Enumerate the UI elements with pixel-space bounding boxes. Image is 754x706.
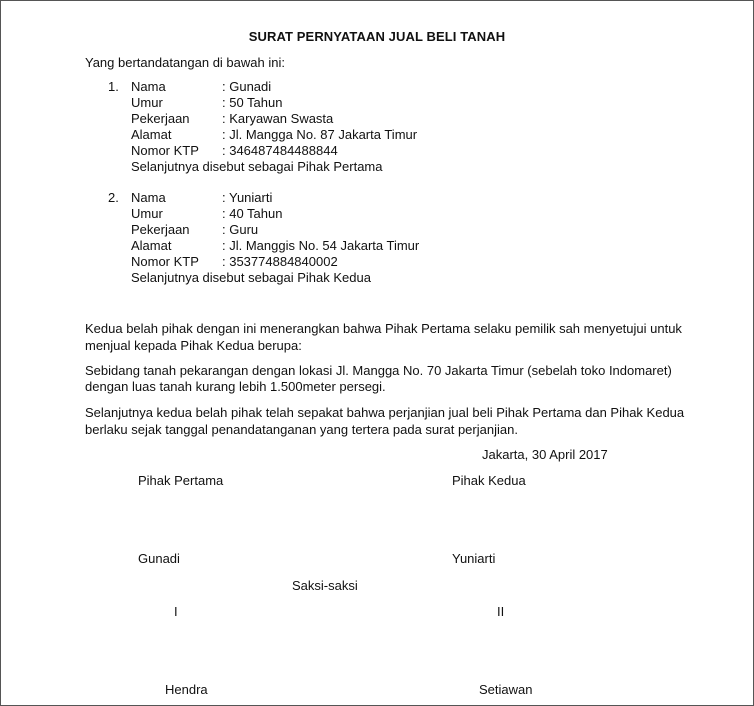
party-one-age-value: : 50 Tahun	[222, 95, 283, 110]
paragraph-agreement-line-1: Kedua belah pihak dengan ini menerangkan bahwa Pihak Pertama selaku pemilik sah menyetujui untuk	[85, 321, 682, 336]
party-one-age-label: Umur	[131, 95, 163, 110]
party-two-age-label: Umur	[131, 206, 163, 221]
party-two-ktp-value: : 353774884840002	[222, 254, 338, 269]
party-two-age-value: : 40 Tahun	[222, 206, 283, 221]
party-two-address-value: : Jl. Manggis No. 54 Jakarta Timur	[222, 238, 420, 253]
party-one-number: 1.	[108, 79, 119, 94]
paragraph-validity-line-1: Selanjutnya kedua belah pihak telah sepakat bahwa perjanjian jual beli Pihak Pertama dan Pihak Kedua	[85, 405, 685, 420]
party-two-number: 2.	[108, 190, 119, 205]
party-one-address-label: Alamat	[131, 127, 172, 142]
intro-text: Yang bertandatangan di bawah ini:	[85, 55, 285, 70]
party-one-designation: Selanjutnya disebut sebagai Pihak Pertama	[131, 159, 383, 174]
party-two-name-label: Nama	[131, 190, 166, 205]
paragraph-validity-line-2: berlaku sejak tanggal penandatanganan yang tertera pada surat perjanjian.	[85, 422, 518, 437]
second-party-name: Yuniarti	[452, 551, 496, 566]
party-one-ktp-value: : 346487484488844	[222, 143, 338, 158]
party-two-occupation-label: Pekerjaan	[131, 222, 190, 237]
place-date: Jakarta, 30 April 2017	[482, 447, 608, 462]
witness-one-name: Hendra	[165, 682, 208, 697]
party-one-name-label: Nama	[131, 79, 166, 94]
party-two-occupation-value: : Guru	[222, 222, 259, 237]
witness-one-numeral: I	[174, 604, 178, 619]
party-two-ktp-label: Nomor KTP	[131, 254, 199, 269]
witness-two-name: Setiawan	[479, 682, 533, 697]
party-one-occupation-value: : Karyawan Swasta	[222, 111, 334, 126]
first-party-name: Gunadi	[138, 551, 180, 566]
paragraph-agreement-line-2: menjual kepada Pihak Kedua berupa:	[85, 338, 302, 353]
paragraph-land-line-1: Sebidang tanah pekarangan dengan lokasi Jl. Mangga No. 70 Jakarta Timur (sebelah toko Indomaret)	[85, 363, 672, 378]
party-two-designation: Selanjutnya disebut sebagai Pihak Kedua	[131, 270, 371, 285]
paragraph-land-line-2: dengan luas tanah kurang lebih 1.500meter persegi.	[85, 379, 386, 394]
party-one-occupation-label: Pekerjaan	[131, 111, 190, 126]
party-one-address-value: : Jl. Mangga No. 87 Jakarta Timur	[222, 127, 418, 142]
party-one-ktp-label: Nomor KTP	[131, 143, 199, 158]
document-title: SURAT PERNYATAAN JUAL BELI TANAH	[248, 29, 506, 44]
witness-two-numeral: II	[497, 604, 505, 619]
first-party-label: Pihak Pertama	[138, 473, 224, 488]
witnesses-heading: Saksi-saksi	[292, 578, 358, 593]
party-one-name-value: : Gunadi	[222, 79, 272, 94]
second-party-label: Pihak Kedua	[452, 473, 526, 488]
party-two-address-label: Alamat	[131, 238, 172, 253]
party-two-name-value: : Yuniarti	[222, 190, 273, 205]
